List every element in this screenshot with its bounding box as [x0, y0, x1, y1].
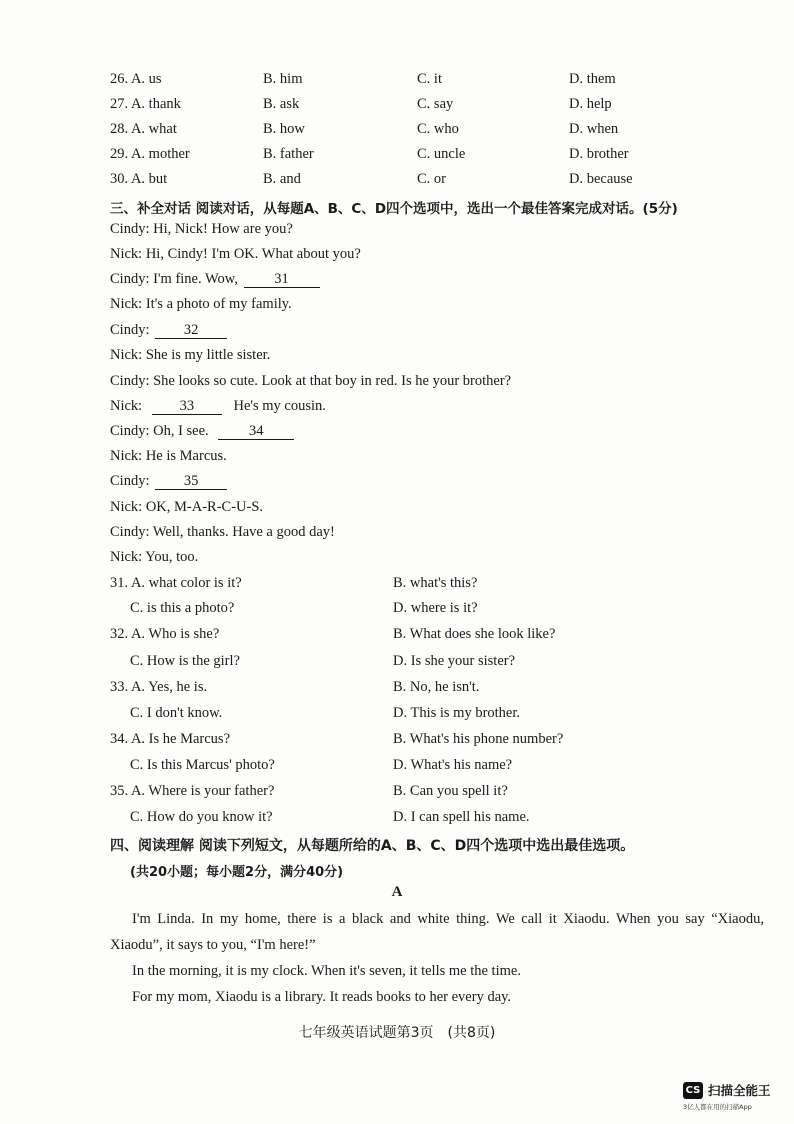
- mcq-option-a: 29. A. mother: [110, 146, 190, 162]
- option-left: 31. A. what color is it?: [110, 575, 242, 591]
- option-right: D. This is my brother.: [393, 705, 521, 721]
- dialogue-line: Nick: It's a photo of my family.: [110, 296, 292, 312]
- option-row: [0, 731, 794, 753]
- mcq-option-a: 26. A. us: [110, 71, 162, 87]
- option-row: [0, 600, 794, 622]
- mcq-option-b: B. father: [263, 146, 314, 162]
- option-row: [0, 653, 794, 675]
- dialogue-line: Nick: You, too.: [110, 549, 199, 565]
- dialogue-text: Nick:: [110, 398, 143, 414]
- dialogue-text: He's my cousin.: [233, 398, 326, 414]
- option-right: D. where is it?: [393, 600, 478, 616]
- option-row: [0, 783, 794, 805]
- mcq-option-d: D. when: [569, 121, 619, 137]
- option-left: C. Is this Marcus' photo?: [130, 757, 275, 773]
- mcq-option-c: C. who: [417, 121, 459, 137]
- mcq-option-b: B. and: [263, 171, 301, 187]
- mcq-row-26: [0, 71, 794, 91]
- option-row: [0, 757, 794, 779]
- dialogue-line: Nick: He is Marcus.: [110, 448, 227, 464]
- dialogue-line: Nick: OK, M-A-R-C-U-S.: [110, 499, 264, 515]
- option-left: C. I don't know.: [130, 705, 223, 721]
- option-left: C. How is the girl?: [130, 653, 240, 669]
- dialogue-line: [110, 322, 229, 339]
- section-4-heading: 四、阅读理解 阅读下列短文，从每题所给的A、B、C、D四个选项中选出最佳选项。: [110, 838, 635, 854]
- mcq-option-a: 30. A. but: [110, 171, 168, 187]
- mcq-option-c: C. it: [417, 71, 442, 87]
- answer-blank-33: 33: [152, 398, 222, 415]
- section-3-heading: 三、补全对话 阅读对话，从每题A、B、C、D四个选项中，选出一个最佳答案完成对话。(5分): [110, 201, 678, 217]
- mcq-option-c: C. uncle: [417, 146, 466, 162]
- scanner-watermark: [683, 1076, 793, 1116]
- option-right: D. Is she your sister?: [393, 653, 516, 669]
- mcq-row-30: [0, 171, 794, 191]
- passage-paragraph-3: For my mom, Xiaodu is a library. It reads books to her every day.: [132, 989, 512, 1005]
- dialogue-line: [110, 271, 322, 288]
- option-row: [0, 575, 794, 597]
- option-left: C. is this a photo?: [130, 600, 235, 616]
- mcq-option-a: 28. A. what: [110, 121, 177, 137]
- answer-blank-35: 35: [155, 473, 227, 490]
- watermark-app-name: 扫描全能王: [708, 1083, 771, 1098]
- mcq-option-b: B. how: [263, 121, 305, 137]
- mcq-option-d: D. brother: [569, 146, 629, 162]
- page-footer: 七年级英语试题第3页 (共8页): [298, 1025, 496, 1041]
- passage-paragraph-1: I'm Linda. In my home, there is a black and white thing. We call it Xiaodu. When you say “Xiaodu, Xiaodu”, it says to you, “I'm here!”: [110, 911, 764, 953]
- watermark-tagline: 3亿人都在用的扫描App: [683, 1103, 752, 1111]
- dialogue-line: [110, 423, 296, 440]
- mcq-option-b: B. ask: [263, 96, 300, 112]
- option-row: [0, 626, 794, 648]
- answer-blank-34: 34: [218, 423, 294, 440]
- dialogue-line: Cindy: Well, thanks. Have a good day!: [110, 524, 335, 540]
- mcq-option-a: 27. A. thank: [110, 96, 181, 112]
- option-row: [0, 705, 794, 727]
- option-right: B. What's his phone number?: [393, 731, 564, 747]
- dialogue-line: [110, 398, 326, 415]
- dialogue-line: Nick: Hi, Cindy! I'm OK. What about you?: [110, 246, 361, 262]
- mcq-option-d: D. because: [569, 171, 633, 187]
- section-4-subheading: (共20小题；每小题2分，满分40分): [130, 865, 344, 880]
- dialogue-text: Cindy: Oh, I see.: [110, 423, 209, 439]
- passage-label: A: [391, 884, 403, 900]
- option-left: 33. A. Yes, he is.: [110, 679, 208, 695]
- dialogue-text: Cindy:: [110, 322, 150, 338]
- answer-blank-32: 32: [155, 322, 227, 339]
- mcq-option-c: C. say: [417, 96, 454, 112]
- cs-logo-icon: CS: [683, 1082, 703, 1099]
- option-right: D. I can spell his name.: [393, 809, 530, 825]
- mcq-row-28: [0, 121, 794, 141]
- mcq-option-b: B. him: [263, 71, 303, 87]
- mcq-row-29: [0, 146, 794, 166]
- option-left: C. How do you know it?: [130, 809, 273, 825]
- dialogue-line: Cindy: She looks so cute. Look at that boy in red. Is he your brother?: [110, 373, 512, 389]
- passage-paragraph-2: In the morning, it is my clock. When it's seven, it tells me the time.: [132, 963, 521, 979]
- dialogue-line: Cindy: Hi, Nick! How are you?: [110, 221, 293, 237]
- option-row: [0, 679, 794, 701]
- dialogue-text: Cindy: I'm fine. Wow,: [110, 271, 238, 287]
- mcq-option-d: D. help: [569, 96, 612, 112]
- answer-blank-31: 31: [244, 271, 320, 288]
- dialogue-line: [110, 473, 229, 490]
- option-left: 35. A. Where is your father?: [110, 783, 275, 799]
- option-right: B. Can you spell it?: [393, 783, 508, 799]
- dialogue-text: Cindy:: [110, 473, 150, 489]
- option-right: B. No, he isn't.: [393, 679, 480, 695]
- option-row: [0, 809, 794, 831]
- mcq-option-d: D. them: [569, 71, 616, 87]
- option-left: 32. A. Who is she?: [110, 626, 220, 642]
- option-right: D. What's his name?: [393, 757, 513, 773]
- option-right: B. What does she look like?: [393, 626, 556, 642]
- mcq-option-c: C. or: [417, 171, 446, 187]
- dialogue-line: Nick: She is my little sister.: [110, 347, 271, 363]
- mcq-row-27: [0, 96, 794, 116]
- option-right: B. what's this?: [393, 575, 478, 591]
- option-left: 34. A. Is he Marcus?: [110, 731, 231, 747]
